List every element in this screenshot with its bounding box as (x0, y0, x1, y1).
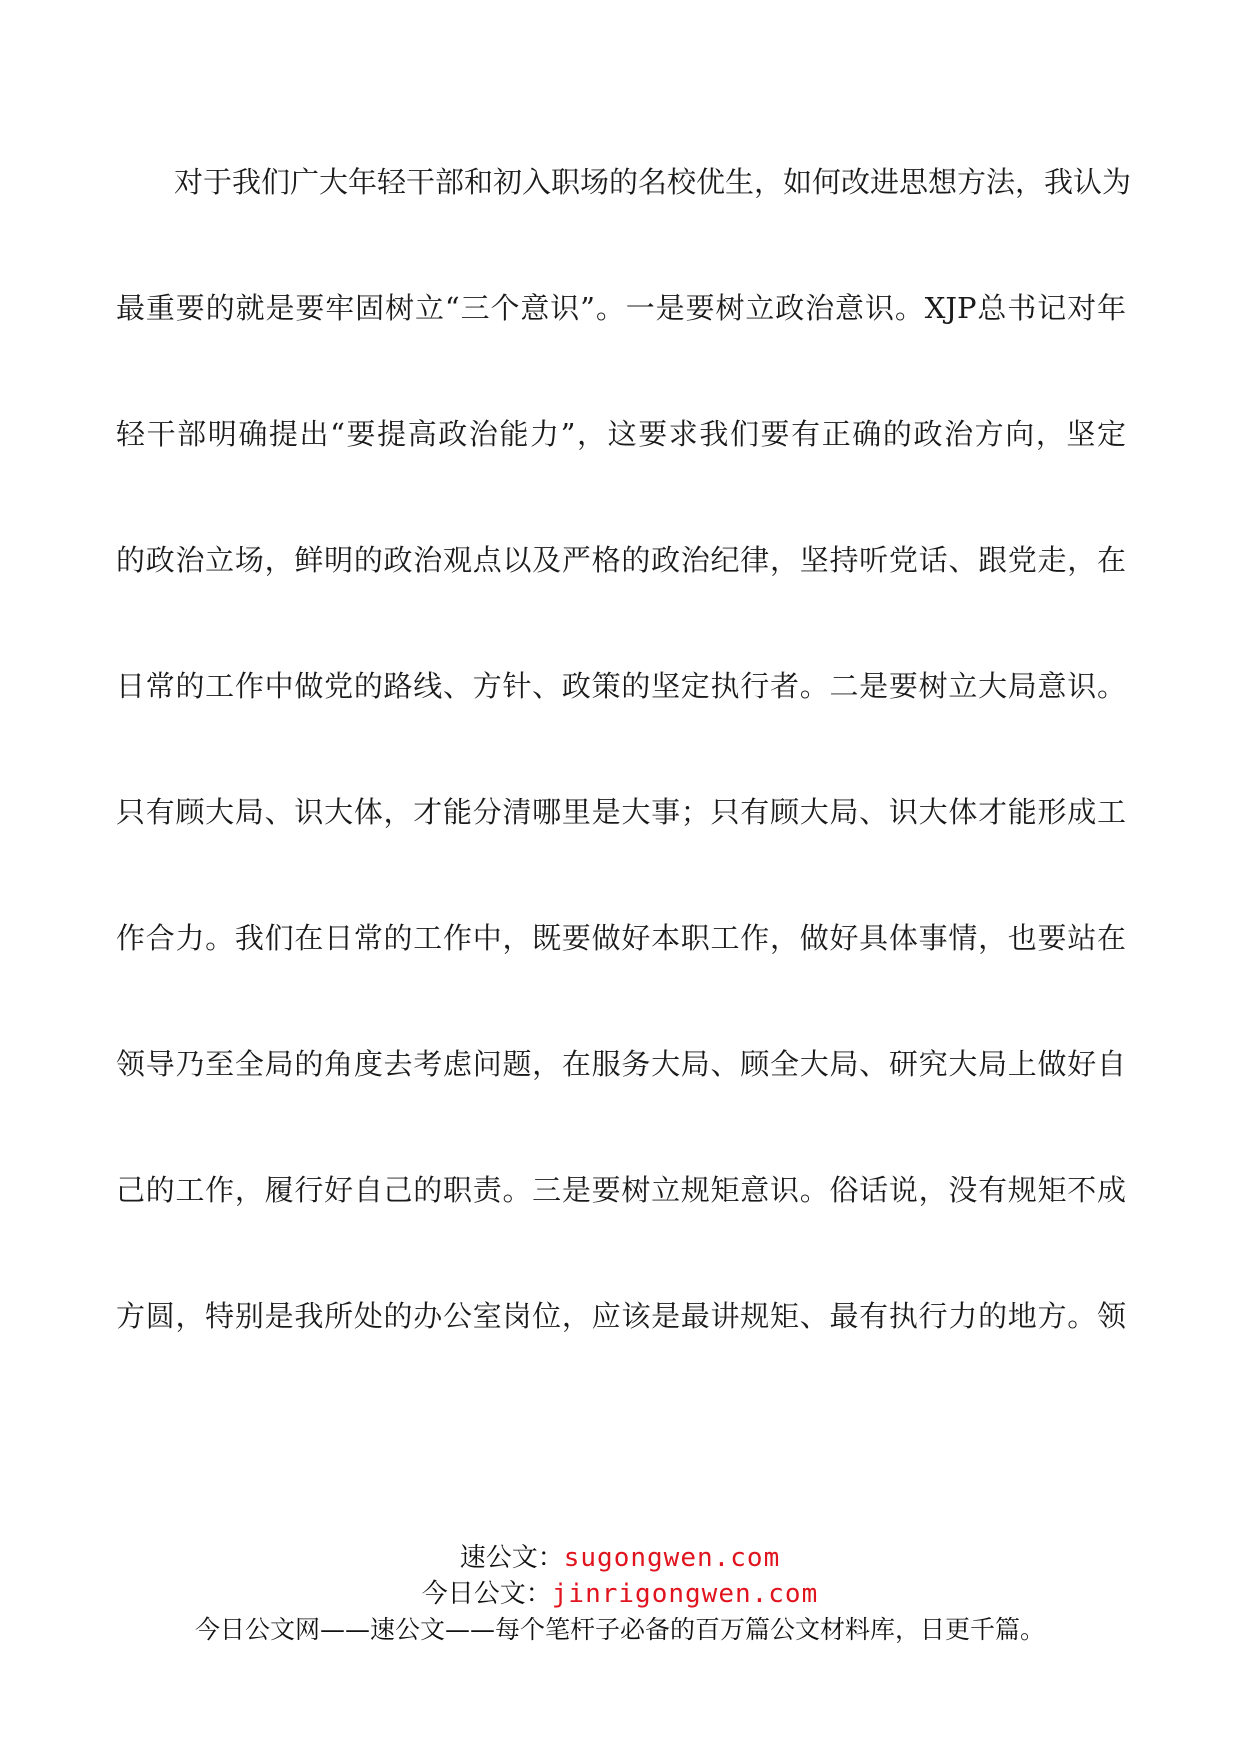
footer-site-link-1[interactable]: sugongwen.com (563, 1543, 781, 1573)
footer-site-label-2: 今日公文： (421, 1579, 552, 1609)
footer-tagline: 今日公文网——速公文——每个笔杆子必备的百万篇公文材料库，日更千篇。 (194, 1615, 1045, 1644)
paragraph-line: 作合力。我们在日常的工作中，既要做好本职工作，做好具体事情，也要站在 (116, 921, 1126, 955)
paragraph-line: 领导乃至全局的角度去考虑问题，在服务大局、顾全大局、研究大局上做好自 (116, 1047, 1126, 1081)
paragraph-line: 己的工作，履行好自己的职责。三是要树立规矩意识。俗话说，没有规矩不成 (116, 1173, 1126, 1207)
paragraph-line: 轻干部明确提出“要提高政治能力”，这要求我们要有正确的政治方向，坚定 (116, 417, 1126, 451)
paragraph-line: 的政治立场，鲜明的政治观点以及严格的政治纪律，坚持听党话、跟党走，在 (116, 543, 1126, 577)
paragraph-line: 对于我们广大年轻干部和初入职场的名校优生，如何改进思想方法，我认为 (174, 165, 1132, 199)
document-body (116, 165, 1132, 1428)
page-footer (0, 1540, 1240, 1648)
paragraph-line: 日常的工作中做党的路线、方针、政策的坚定执行者。二是要树立大局意识。 (116, 669, 1126, 703)
footer-site-row-1 (0, 1540, 1240, 1576)
footer-site-label-1: 速公文： (459, 1543, 564, 1573)
paragraph-line: 只有顾大局、识大体，才能分清哪里是大事；只有顾大局、识大体才能形成工 (116, 795, 1126, 829)
paragraph-line: 方圆，特别是我所处的办公室岗位，应该是最讲规矩、最有执行力的地方。领 (116, 1299, 1126, 1333)
paragraph-line: 最重要的就是要牢固树立“三个意识”。一是要树立政治意识。XJP总书记对年 (116, 291, 1126, 325)
footer-site-row-2 (0, 1576, 1240, 1612)
footer-site-link-2[interactable]: jinrigongwen.com (551, 1579, 819, 1609)
